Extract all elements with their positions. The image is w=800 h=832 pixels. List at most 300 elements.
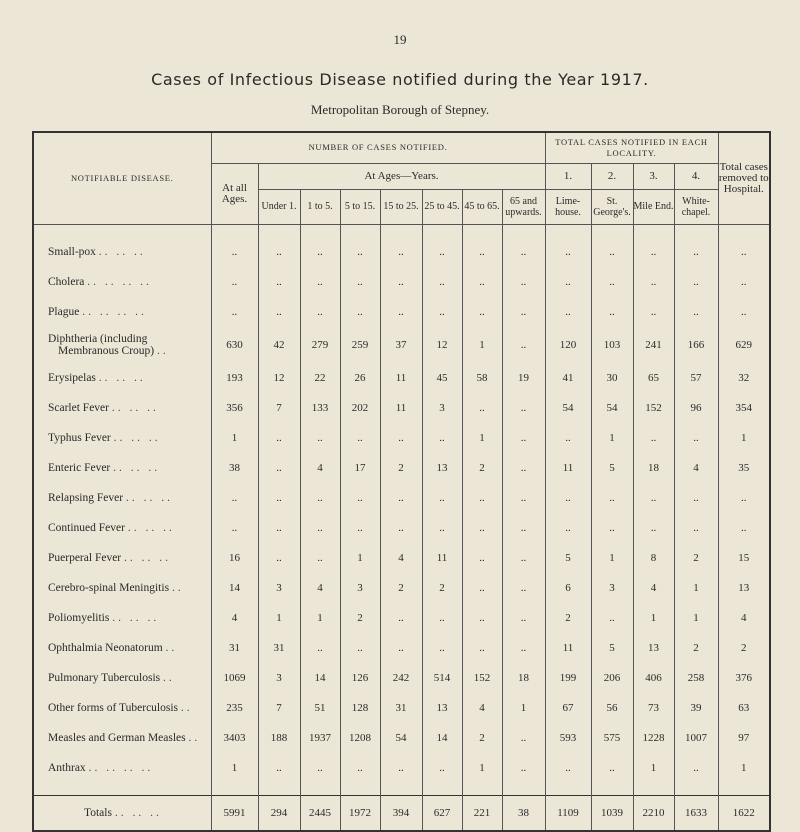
- disease-name-cell: [33, 393, 211, 423]
- value-cell: 354: [718, 393, 770, 423]
- value-cell: 120: [545, 327, 591, 363]
- value-cell: ..: [462, 573, 502, 603]
- value-cell: ..: [258, 237, 300, 267]
- value-cell: ..: [718, 297, 770, 327]
- value-cell: ..: [462, 603, 502, 633]
- value-cell: ..: [300, 633, 340, 663]
- value-cell: 376: [718, 663, 770, 693]
- table-row: [33, 753, 770, 783]
- value-cell: 6: [545, 573, 591, 603]
- value-cell: 12: [258, 363, 300, 393]
- value-cell: ..: [422, 297, 462, 327]
- value-cell: ..: [258, 453, 300, 483]
- leader-dots: .. .. ..: [124, 551, 171, 564]
- table-row: [33, 453, 770, 483]
- value-cell: ..: [633, 237, 674, 267]
- value-cell: 12: [422, 327, 462, 363]
- table-row: [33, 513, 770, 543]
- value-cell: ..: [633, 513, 674, 543]
- disease-name: Poliomyelitis: [48, 611, 110, 624]
- value-cell: ..: [591, 513, 633, 543]
- disease-name: Erysipelas: [48, 371, 96, 384]
- value-cell: 279: [300, 327, 340, 363]
- value-cell: 1: [462, 753, 502, 783]
- table-row: [33, 573, 770, 603]
- value-cell: 152: [462, 663, 502, 693]
- total-value-cell: 38: [502, 795, 545, 831]
- value-cell: ..: [502, 543, 545, 573]
- header-locality-name: Lime-house.: [545, 189, 591, 224]
- table-row: [33, 393, 770, 423]
- value-cell: ..: [545, 513, 591, 543]
- value-cell: 630: [211, 327, 258, 363]
- value-cell: ..: [300, 753, 340, 783]
- value-cell: ..: [591, 267, 633, 297]
- total-value-cell: 1109: [545, 795, 591, 831]
- header-at-ages: At Ages—Years.: [258, 163, 545, 189]
- value-cell: 1069: [211, 663, 258, 693]
- table-row: [33, 543, 770, 573]
- value-cell: 38: [211, 453, 258, 483]
- disease-name: Other forms of Tuberculosis: [48, 701, 179, 714]
- table-row: [33, 363, 770, 393]
- header-locality-name: St. George's.: [591, 189, 633, 224]
- value-cell: ..: [258, 267, 300, 297]
- value-cell: ..: [545, 267, 591, 297]
- value-cell: ..: [258, 423, 300, 453]
- value-cell: ..: [422, 423, 462, 453]
- value-cell: ..: [380, 753, 422, 783]
- value-cell: 241: [633, 327, 674, 363]
- leader-dots: ..: [165, 641, 178, 654]
- value-cell: 356: [211, 393, 258, 423]
- table-row: [33, 603, 770, 633]
- value-cell: 133: [300, 393, 340, 423]
- value-cell: ..: [380, 603, 422, 633]
- header-number-of-cases: NUMBER OF CASES NOTIFIED.: [211, 132, 545, 163]
- leader-dots: .. .. ..: [127, 521, 175, 534]
- leader-dots: ..: [188, 731, 201, 744]
- value-cell: 4: [211, 603, 258, 633]
- value-cell: ..: [340, 633, 380, 663]
- value-cell: 4: [300, 453, 340, 483]
- value-cell: 35: [718, 453, 770, 483]
- value-cell: ..: [380, 423, 422, 453]
- disease-name: Measles and German Measles: [48, 731, 186, 744]
- value-cell: ..: [380, 297, 422, 327]
- infectious-disease-table: [32, 131, 771, 832]
- header-age-group: Under 1.: [258, 189, 300, 224]
- value-cell: 45: [422, 363, 462, 393]
- value-cell: ..: [502, 753, 545, 783]
- total-value-cell: 221: [462, 795, 502, 831]
- disease-name: Relapsing Fever: [48, 491, 124, 504]
- value-cell: 58: [462, 363, 502, 393]
- value-cell: ..: [340, 297, 380, 327]
- leader-dots: .. .. ..: [125, 491, 173, 504]
- value-cell: 1007: [674, 723, 718, 753]
- value-cell: ..: [591, 297, 633, 327]
- value-cell: ..: [422, 513, 462, 543]
- value-cell: 8: [633, 543, 674, 573]
- disease-name: Anthrax: [48, 761, 86, 774]
- total-value-cell: 1622: [718, 795, 770, 831]
- value-cell: 235: [211, 693, 258, 723]
- total-value-cell: 1633: [674, 795, 718, 831]
- header-age-group: 45 to 65.: [462, 189, 502, 224]
- value-cell: ..: [633, 267, 674, 297]
- value-cell: 73: [633, 693, 674, 723]
- value-cell: 11: [422, 543, 462, 573]
- disease-name-cell: [33, 663, 211, 693]
- header-age-group: 1 to 5.: [300, 189, 340, 224]
- total-value-cell: 1972: [340, 795, 380, 831]
- disease-name-cell: [33, 483, 211, 513]
- total-value-cell: 5991: [211, 795, 258, 831]
- value-cell: 1: [211, 753, 258, 783]
- value-cell: ..: [340, 513, 380, 543]
- value-cell: ..: [718, 513, 770, 543]
- disease-name-cell: [33, 327, 211, 363]
- value-cell: ..: [502, 327, 545, 363]
- value-cell: 13: [633, 633, 674, 663]
- leader-dots: .. .. ..: [111, 401, 159, 414]
- disease-name: Small-pox: [48, 245, 96, 258]
- value-cell: ..: [258, 483, 300, 513]
- value-cell: 2: [545, 603, 591, 633]
- value-cell: ..: [591, 603, 633, 633]
- value-cell: 202: [340, 393, 380, 423]
- value-cell: ..: [340, 237, 380, 267]
- value-cell: ..: [502, 267, 545, 297]
- disease-name-cell: [33, 543, 211, 573]
- value-cell: 3: [422, 393, 462, 423]
- value-cell: 1: [718, 423, 770, 453]
- value-cell: 63: [718, 693, 770, 723]
- value-cell: ..: [422, 237, 462, 267]
- disease-name: Diphtheria (including: [48, 332, 148, 345]
- value-cell: ..: [462, 267, 502, 297]
- page-subtitle: Metropolitan Borough of Stepney.: [310, 102, 490, 117]
- disease-name-cell: [33, 693, 211, 723]
- value-cell: ..: [300, 513, 340, 543]
- value-cell: 3: [258, 663, 300, 693]
- value-cell: ..: [211, 483, 258, 513]
- value-cell: ..: [502, 513, 545, 543]
- value-cell: ..: [211, 513, 258, 543]
- value-cell: 32: [718, 363, 770, 393]
- value-cell: ..: [502, 573, 545, 603]
- value-cell: 65: [633, 363, 674, 393]
- value-cell: ..: [422, 267, 462, 297]
- value-cell: ..: [502, 603, 545, 633]
- value-cell: ..: [340, 483, 380, 513]
- leader-dots: ..: [157, 344, 169, 357]
- disease-name: Cholera: [48, 275, 85, 288]
- value-cell: 11: [545, 453, 591, 483]
- value-cell: 206: [591, 663, 633, 693]
- value-cell: 18: [633, 453, 674, 483]
- value-cell: 5: [545, 543, 591, 573]
- disease-name: Plague: [48, 305, 80, 318]
- value-cell: ..: [380, 267, 422, 297]
- value-cell: ..: [258, 297, 300, 327]
- value-cell: 19: [502, 363, 545, 393]
- value-cell: 16: [211, 543, 258, 573]
- total-value-cell: 2210: [633, 795, 674, 831]
- value-cell: ..: [380, 483, 422, 513]
- value-cell: 2: [462, 453, 502, 483]
- value-cell: 13: [422, 453, 462, 483]
- value-cell: ..: [674, 513, 718, 543]
- value-cell: 2: [380, 453, 422, 483]
- leader-dots: .. .. ..: [98, 245, 146, 258]
- value-cell: 41: [545, 363, 591, 393]
- value-cell: ..: [300, 237, 340, 267]
- disease-name-cell: [33, 753, 211, 783]
- value-cell: ..: [300, 267, 340, 297]
- value-cell: 14: [211, 573, 258, 603]
- header-locality-number: 2.: [591, 163, 633, 189]
- value-cell: 54: [591, 393, 633, 423]
- leader-dots: ..: [171, 581, 184, 594]
- value-cell: 7: [258, 693, 300, 723]
- value-cell: ..: [300, 423, 340, 453]
- value-cell: 199: [545, 663, 591, 693]
- value-cell: 22: [300, 363, 340, 393]
- value-cell: 56: [591, 693, 633, 723]
- value-cell: 1937: [300, 723, 340, 753]
- table-row: [33, 297, 770, 327]
- header-locality-number: 1.: [545, 163, 591, 189]
- value-cell: 575: [591, 723, 633, 753]
- disease-name-cell: [33, 573, 211, 603]
- value-cell: ..: [718, 237, 770, 267]
- totals-label-cell: [33, 795, 211, 831]
- disease-name: Pulmonary Tuberculosis: [48, 671, 161, 684]
- value-cell: 593: [545, 723, 591, 753]
- value-cell: 31: [211, 633, 258, 663]
- header-age-group: 65 and upwards.: [502, 189, 545, 224]
- value-cell: ..: [462, 633, 502, 663]
- value-cell: 39: [674, 693, 718, 723]
- leader-dots: .. .. ..: [113, 431, 161, 444]
- value-cell: 1: [591, 423, 633, 453]
- value-cell: ..: [633, 483, 674, 513]
- value-cell: 2: [380, 573, 422, 603]
- disease-name-cell: [33, 453, 211, 483]
- value-cell: 42: [258, 327, 300, 363]
- value-cell: ..: [502, 633, 545, 663]
- value-cell: 57: [674, 363, 718, 393]
- value-cell: ..: [502, 453, 545, 483]
- value-cell: 31: [258, 633, 300, 663]
- value-cell: 14: [300, 663, 340, 693]
- value-cell: ..: [340, 423, 380, 453]
- value-cell: ..: [340, 753, 380, 783]
- table-row: [33, 267, 770, 297]
- value-cell: ..: [462, 483, 502, 513]
- value-cell: ..: [300, 543, 340, 573]
- value-cell: ..: [422, 603, 462, 633]
- value-cell: 37: [380, 327, 422, 363]
- value-cell: ..: [380, 513, 422, 543]
- table-row: [33, 237, 770, 267]
- value-cell: 4: [674, 453, 718, 483]
- value-cell: 3: [591, 573, 633, 603]
- value-cell: ..: [462, 393, 502, 423]
- value-cell: 11: [380, 363, 422, 393]
- value-cell: 4: [718, 603, 770, 633]
- value-cell: 1: [211, 423, 258, 453]
- value-cell: 5: [591, 453, 633, 483]
- disease-name-cell: [33, 363, 211, 393]
- value-cell: 152: [633, 393, 674, 423]
- disease-name: Continued Fever: [48, 521, 125, 534]
- table-row: [33, 483, 770, 513]
- disease-name: Typhus Fever: [48, 431, 111, 444]
- value-cell: ..: [674, 267, 718, 297]
- value-cell: ..: [502, 297, 545, 327]
- value-cell: 1: [674, 573, 718, 603]
- leader-dots: .. .. .. ..: [82, 305, 147, 318]
- value-cell: ..: [502, 237, 545, 267]
- value-cell: ..: [422, 633, 462, 663]
- value-cell: 2: [674, 633, 718, 663]
- value-cell: ..: [674, 423, 718, 453]
- value-cell: 2: [674, 543, 718, 573]
- value-cell: 166: [674, 327, 718, 363]
- value-cell: 31: [380, 693, 422, 723]
- value-cell: 1: [502, 693, 545, 723]
- value-cell: 258: [674, 663, 718, 693]
- header-locality-name: White-chapel.: [674, 189, 718, 224]
- value-cell: 193: [211, 363, 258, 393]
- total-value-cell: 394: [380, 795, 422, 831]
- total-value-cell: 627: [422, 795, 462, 831]
- value-cell: 18: [502, 663, 545, 693]
- total-value-cell: 294: [258, 795, 300, 831]
- value-cell: 259: [340, 327, 380, 363]
- value-cell: ..: [545, 483, 591, 513]
- leader-dots: .. .. .. ..: [87, 275, 152, 288]
- value-cell: 103: [591, 327, 633, 363]
- disease-name-cell: [33, 513, 211, 543]
- leader-dots: .. .. ..: [114, 806, 162, 819]
- disease-name-cell: [33, 723, 211, 753]
- value-cell: 17: [340, 453, 380, 483]
- value-cell: ..: [545, 753, 591, 783]
- total-value-cell: 1039: [591, 795, 633, 831]
- value-cell: 1: [258, 603, 300, 633]
- value-cell: ..: [211, 237, 258, 267]
- value-cell: ..: [591, 483, 633, 513]
- value-cell: 30: [591, 363, 633, 393]
- value-cell: ..: [462, 237, 502, 267]
- page-number: 19: [393, 32, 407, 47]
- disease-name: Scarlet Fever: [48, 401, 109, 414]
- value-cell: 514: [422, 663, 462, 693]
- value-cell: 67: [545, 693, 591, 723]
- value-cell: 242: [380, 663, 422, 693]
- header-all-ages: At all Ages.: [211, 163, 258, 224]
- table-row: [33, 423, 770, 453]
- value-cell: ..: [674, 237, 718, 267]
- value-cell: 15: [718, 543, 770, 573]
- table-row: [33, 723, 770, 753]
- value-cell: 1: [591, 543, 633, 573]
- header-total-by-locality: TOTAL CASES NOTIFIED IN EACH LOCALITY.: [545, 132, 718, 163]
- value-cell: ..: [340, 267, 380, 297]
- value-cell: ..: [502, 423, 545, 453]
- totals-row: [33, 795, 770, 831]
- value-cell: 54: [380, 723, 422, 753]
- disease-name-cell: [33, 603, 211, 633]
- header-locality-name: Mile End.: [633, 189, 674, 224]
- value-cell: 1: [462, 327, 502, 363]
- value-cell: 97: [718, 723, 770, 753]
- value-cell: ..: [380, 237, 422, 267]
- value-cell: 54: [545, 393, 591, 423]
- table-body: [33, 224, 770, 831]
- value-cell: 14: [422, 723, 462, 753]
- value-cell: 1208: [340, 723, 380, 753]
- value-cell: 4: [633, 573, 674, 603]
- value-cell: ..: [300, 297, 340, 327]
- header-age-group: 25 to 45.: [422, 189, 462, 224]
- disease-name: Ophthalmia Neonatorum: [48, 641, 163, 654]
- value-cell: ..: [462, 543, 502, 573]
- value-cell: ..: [718, 267, 770, 297]
- value-cell: 3403: [211, 723, 258, 753]
- value-cell: ..: [545, 423, 591, 453]
- value-cell: ..: [258, 543, 300, 573]
- leader-dots: .. .. ..: [113, 461, 161, 474]
- value-cell: ..: [502, 483, 545, 513]
- disease-name-cell: [33, 633, 211, 663]
- value-cell: ..: [258, 513, 300, 543]
- value-cell: ..: [380, 633, 422, 663]
- disease-name-cell: [33, 237, 211, 267]
- leader-dots: ..: [163, 671, 175, 684]
- value-cell: ..: [545, 237, 591, 267]
- table-row: [33, 663, 770, 693]
- value-cell: ..: [591, 753, 633, 783]
- value-cell: 1228: [633, 723, 674, 753]
- value-cell: 51: [300, 693, 340, 723]
- value-cell: 3: [258, 573, 300, 603]
- value-cell: 629: [718, 327, 770, 363]
- value-cell: 4: [380, 543, 422, 573]
- value-cell: ..: [422, 753, 462, 783]
- value-cell: 3: [340, 573, 380, 603]
- value-cell: 1: [300, 603, 340, 633]
- disease-name-cell: [33, 423, 211, 453]
- value-cell: ..: [502, 723, 545, 753]
- value-cell: ..: [674, 297, 718, 327]
- header-locality-number: 4.: [674, 163, 718, 189]
- value-cell: 4: [300, 573, 340, 603]
- value-cell: 1: [674, 603, 718, 633]
- value-cell: ..: [674, 483, 718, 513]
- value-cell: ..: [633, 297, 674, 327]
- value-cell: 2: [462, 723, 502, 753]
- value-cell: ..: [300, 483, 340, 513]
- leader-dots: .. .. ..: [112, 611, 160, 624]
- header-removed-to-hospital: Total cases removed to Hospital.: [718, 132, 770, 224]
- leader-dots: .. .. .. ..: [88, 761, 154, 774]
- page-title: Cases of Infectious Disease notified during the Year 1917.: [151, 70, 649, 89]
